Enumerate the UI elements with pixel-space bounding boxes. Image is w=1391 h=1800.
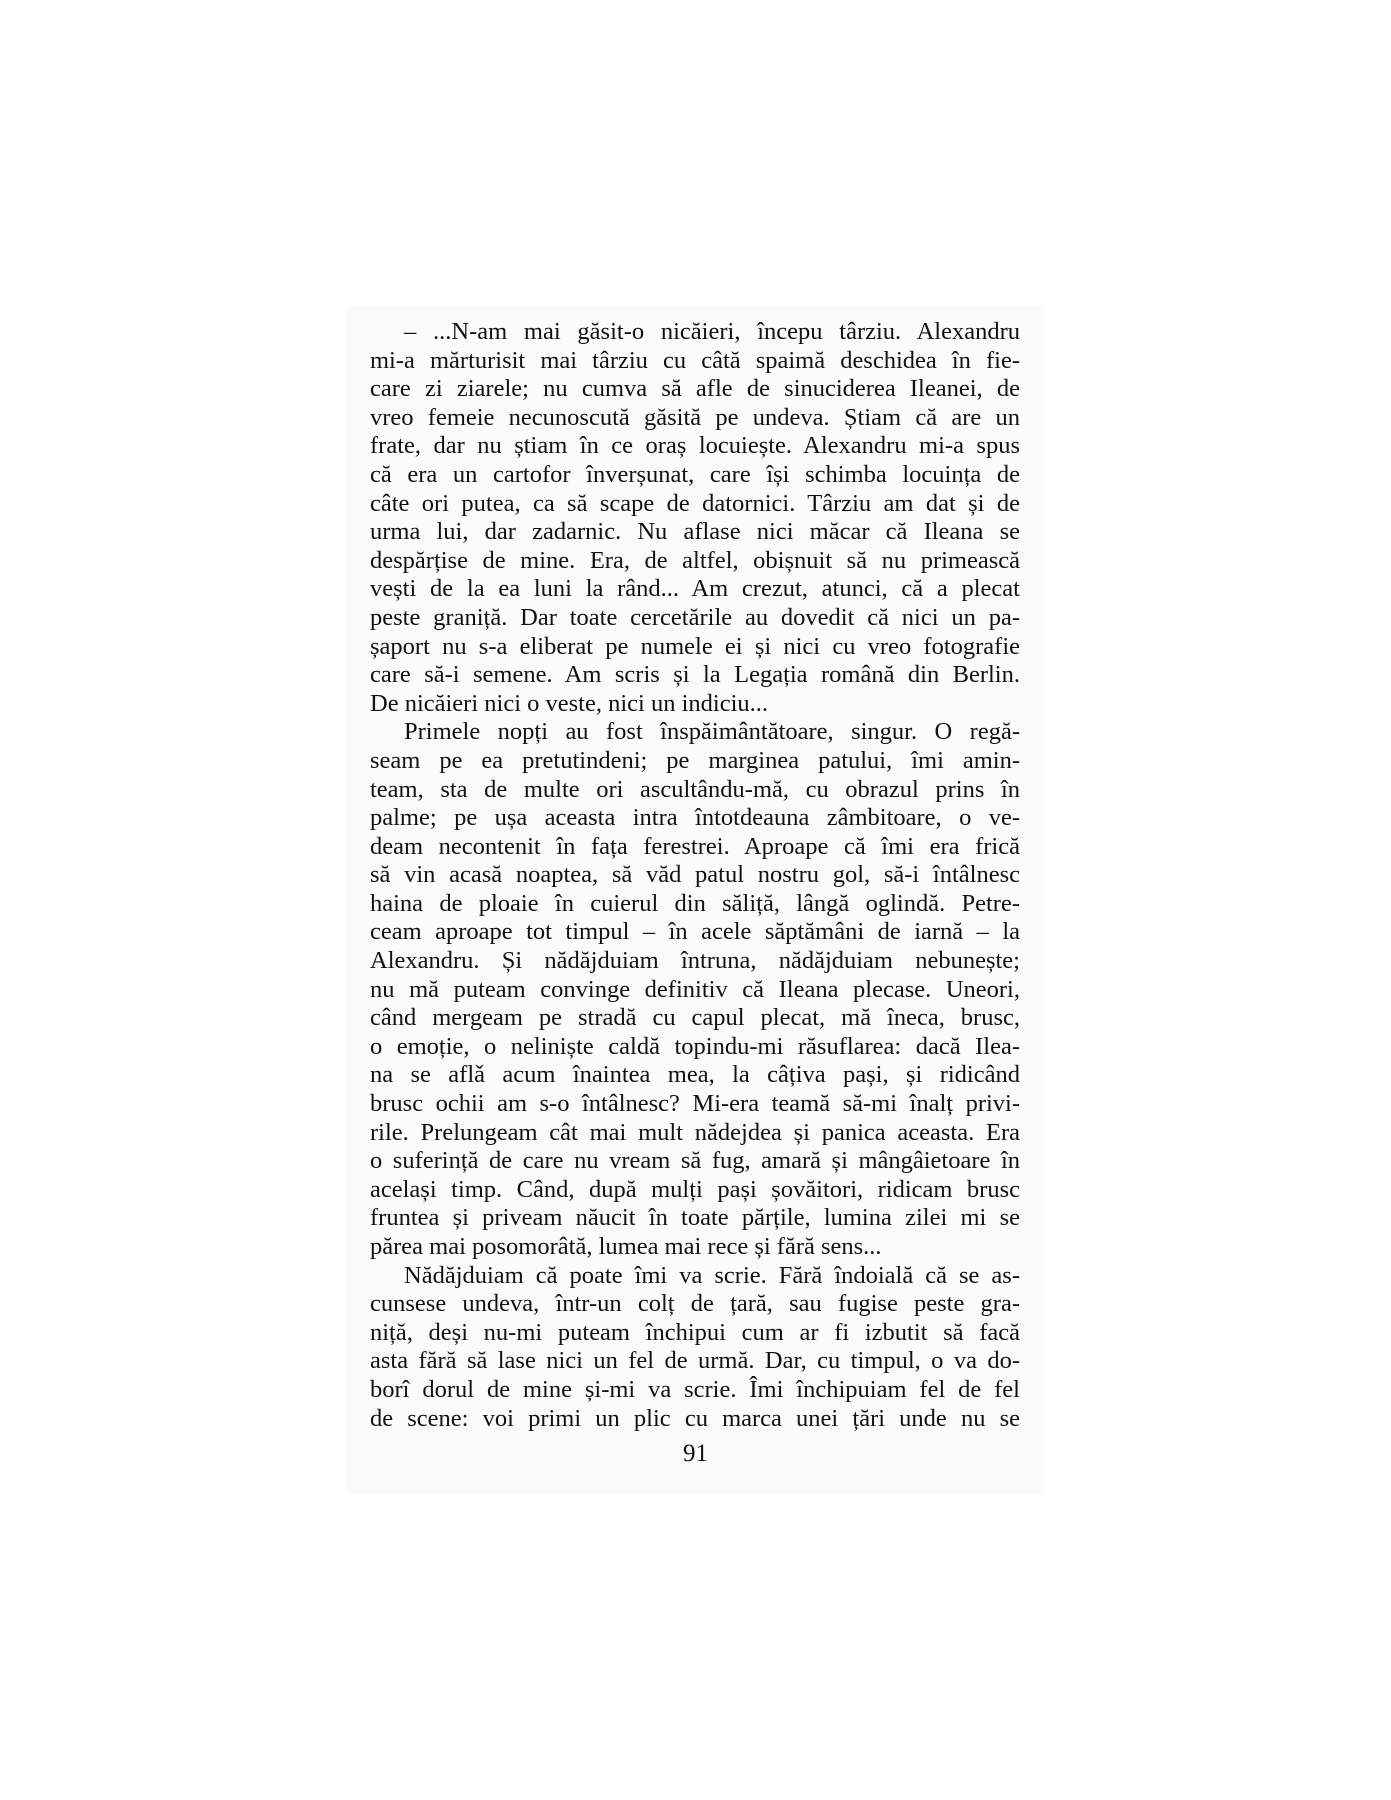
text-line: nu mă puteam convinge definitiv că Ileana plecase. Uneori,: [370, 975, 1020, 1003]
text-line: niță, deși nu-mi puteam închipui cum ar fi izbutit să facă: [370, 1318, 1020, 1346]
text-line: brusc ochii am s-o întâlnesc? Mi-era teamă să-mi înalț privi-: [370, 1090, 1020, 1118]
body-text: [370, 318, 1020, 1433]
text-line: deam necontenit în fața ferestrei. Aproape că îmi era frică: [370, 832, 1020, 860]
text-line: fruntea și priveam năucit în toate părțile, lumina zilei mi se: [370, 1204, 1020, 1232]
text-line: frate, dar nu știam în ce oraș locuiește. Alexandru mi-a spus: [370, 432, 1020, 460]
text-line: na se aflǎ acum înaintea mea, la câțiva pași, și ridicând: [370, 1061, 1020, 1089]
text-line: asta fără să lase nici un fel de urmă. Dar, cu timpul, o va do-: [370, 1347, 1020, 1375]
text-line: urma lui, dar zadarnic. Nu aflase nici măcar că Ileana se: [370, 518, 1020, 546]
text-line: Alexandru. Și nădăjduiam întruna, nădăjduiam nebunește;: [370, 947, 1020, 975]
text-line: peste graniță. Dar toate cercetările au dovedit că nici un pa-: [370, 603, 1020, 631]
text-line: câte ori putea, ca să scape de datornici. Târziu am dat și de: [370, 489, 1020, 517]
text-line: despărțise de mine. Era, de altfel, obișnuit să nu primească: [370, 546, 1020, 574]
text-line: palme; pe ușa aceasta intra întotdeauna zâmbitoare, o ve-: [370, 804, 1020, 832]
text-line: seam pe ea pretutindeni; pe marginea patului, îmi amin-: [370, 746, 1020, 774]
text-line: când mergeam pe stradă cu capul plecat, mă îneca, brusc,: [370, 1004, 1020, 1032]
text-line: care să-i semene. Am scris și la Legația română din Berlin.: [370, 661, 1020, 689]
text-line: cunsese undeva, într-un colț de țară, sau fugise peste gra-: [370, 1290, 1020, 1318]
text-line: borî dorul de mine și-mi va scrie. Îmi închipuiam fel de fel: [370, 1375, 1020, 1403]
paragraph: [370, 718, 1020, 1261]
text-line: care zi ziarele; nu cumva să afle de sinuciderea Ileanei, de: [370, 375, 1020, 403]
text-line: haina de ploaie în cuierul din săliță, lângă oglindă. Petre-: [370, 889, 1020, 917]
text-line: vești de la ea luni la rând... Am crezut, atunci, că a plecat: [370, 575, 1020, 603]
text-line: Primele nopți au fost înspăimântătoare, singur. O regă-: [404, 718, 1020, 746]
paragraph: [370, 318, 1020, 718]
text-line: o suferință de care nu vream să fug, amară și mângâietoare în: [370, 1147, 1020, 1175]
text-line: de scene: voi primi un plic cu marca unei țări unde nu se: [370, 1404, 1020, 1432]
text-line: – ...N-am mai găsit-o nicăieri, începu târziu. Alexandru: [404, 318, 1020, 345]
text-line: mi-a mărturisit mai târziu cu câtă spaimă deschidea în fie-: [370, 346, 1020, 374]
text-line: De nicăieri nici o veste, nici un indiciu...: [370, 689, 769, 717]
text-line: ceam aproape tot timpul – în acele săptămâni de iarnă – la: [370, 918, 1020, 946]
text-line: rile. Prelungeam cât mai mult nădejdea și panica aceasta. Era: [370, 1118, 1020, 1146]
text-line: că era un cartofor înverșunat, care își schimba locuința de: [370, 460, 1020, 488]
page-number: 91: [683, 1440, 708, 1467]
text-line: șaport nu s-a eliberat pe numele ei și nici cu vreo fotografie: [370, 632, 1020, 660]
text-line: părea mai posomorâtă, lumea mai rece și fără sens...: [370, 1233, 882, 1260]
text-line: vreo femeie necunoscută găsită pe undeva. Știam că are un: [370, 403, 1020, 431]
text-line: același timp. Când, după mulți pași șovăitori, ridicam brusc: [370, 1175, 1020, 1203]
text-line: Nădăjduiam că poate îmi va scrie. Fără îndoială că se as-: [404, 1261, 1020, 1289]
text-line: o emoție, o neliniște caldă topindu-mi răsuflarea: dacă Ilea-: [370, 1032, 1020, 1060]
text-line: team, sta de multe ori ascultându-mă, cu obrazul prins în: [370, 775, 1020, 803]
paragraph: [370, 1262, 1020, 1434]
text-line: să vin acasă noaptea, să văd patul nostru gol, să-i întâlnesc: [370, 861, 1020, 889]
